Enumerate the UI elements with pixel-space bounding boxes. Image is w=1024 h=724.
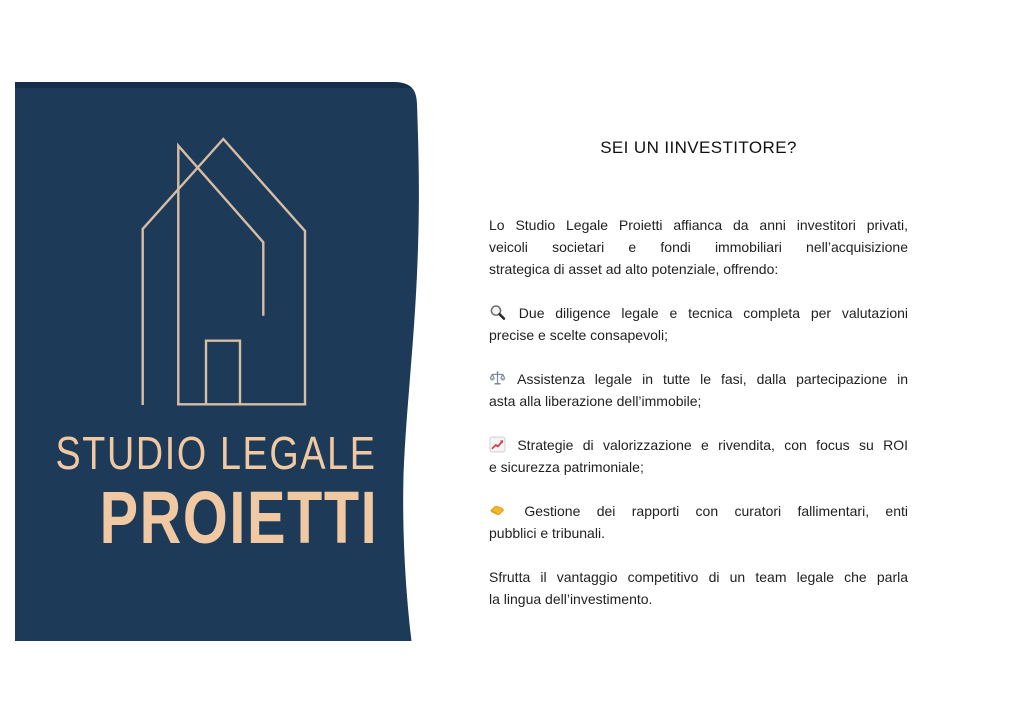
- bullet-item: [489, 368, 908, 412]
- text-line: Sfrutta il vantaggio competitivo di un team legale che parla: [489, 569, 908, 585]
- intro-paragraph: [489, 214, 908, 280]
- content-column: [489, 137, 908, 632]
- bullet-text: Gestione dei rapporti con curatori fallimentari, enti: [524, 503, 908, 519]
- text-line: [489, 368, 908, 390]
- chart-up-icon: [489, 436, 506, 453]
- text-line: e sicurezza patrimoniale;: [489, 459, 644, 475]
- text-line: pubblici e tribunali.: [489, 525, 605, 541]
- text-line: [489, 434, 908, 456]
- text-line: veicoli societari e fondi immobiliari nell’acquisizione: [489, 239, 908, 255]
- bullet-text: Strategie di valorizzazione e rivendita, con focus su ROI: [517, 437, 909, 453]
- text-line: strategica di asset ad alto potenziale, offrendo:: [489, 261, 779, 277]
- panel-top-shade: [15, 82, 412, 88]
- magnifier-icon: [489, 304, 506, 321]
- text-line: asta alla liberazione dell’immobile;: [489, 393, 702, 409]
- text-line: precise e scelte consapevoli;: [489, 327, 668, 343]
- text-line: Lo Studio Legale Proietti affianca da anni investitori privati,: [489, 217, 908, 233]
- text-line: la lingua dell’investimento.: [489, 591, 653, 607]
- brand-name-line1: STUDIO LEGALE: [55, 427, 377, 479]
- bullet-item: [489, 500, 908, 544]
- bullet-text: Due diligence legale e tecnica completa per valutazioni: [518, 305, 909, 321]
- page-title: SEI UN IINVESTITORE?: [600, 138, 797, 157]
- bullet-item: [489, 302, 908, 346]
- brand-name-line2: PROIETTI: [99, 476, 378, 559]
- handshake-icon: [489, 502, 506, 519]
- bullet-item: [489, 434, 908, 478]
- bullet-text: Assistenza legale in tutte le fasi, dalla partecipazione in: [517, 371, 908, 387]
- text-line: [489, 302, 908, 324]
- closing-paragraph: [489, 566, 908, 610]
- scales-icon: [489, 370, 506, 387]
- text-line: [489, 500, 908, 522]
